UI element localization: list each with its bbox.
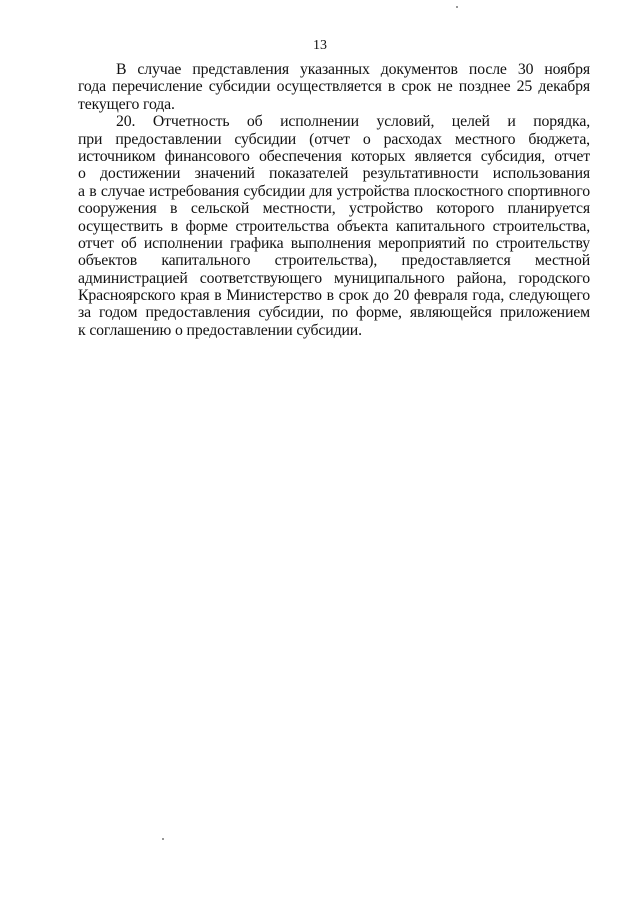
paragraph-2 [78,113,590,339]
paragraph-line: осуществить в форме строительства объекта капитального строительства, [78,217,590,235]
paragraph-line: сооружения в сельской местности, устройство которого планируется [78,200,590,218]
paragraph-line: о достижении значений показателей результативности использования [78,165,590,183]
paragraph-line: а в случае истребования субсидии для устройства плоскостного спортивного [78,182,590,200]
page-number: 13 [313,38,327,53]
scan-speck [456,6,458,8]
paragraph-line: при предоставлении субсидии (отчет о расходах местного бюджета, [78,130,590,148]
paragraph-line: отчет об исполнении графика выполнения мероприятий по строительству [78,234,590,252]
paragraph-line: источником финансового обеспечения которых является субсидия, отчет [78,147,590,165]
paragraph-line: к соглашению о предоставлении субсидии. [78,321,362,339]
document-body [78,61,590,339]
paragraph-line: администрацией соответствующего муниципального района, городского [78,269,590,287]
paragraph-line: В случае представления указанных документов после 30 ноября [116,61,590,78]
paragraph-1 [78,61,590,113]
paragraph-line: года перечисление субсидии осуществляется в срок не позднее 25 декабря [78,78,590,96]
paragraph-line: текущего года. [78,95,175,113]
paragraph-line: Красноярского края в Министерство в срок до 20 февраля года, следующего [78,287,590,305]
paragraph-line: за годом предоставления субсидии, по форме, являющейся приложением [78,304,590,322]
paragraph-line: объектов капитального строительства), предоставляется местной [78,252,590,270]
paragraph-line: 20. Отчетность об исполнении условий, целей и порядка, [116,113,590,131]
scan-speck [162,838,164,840]
